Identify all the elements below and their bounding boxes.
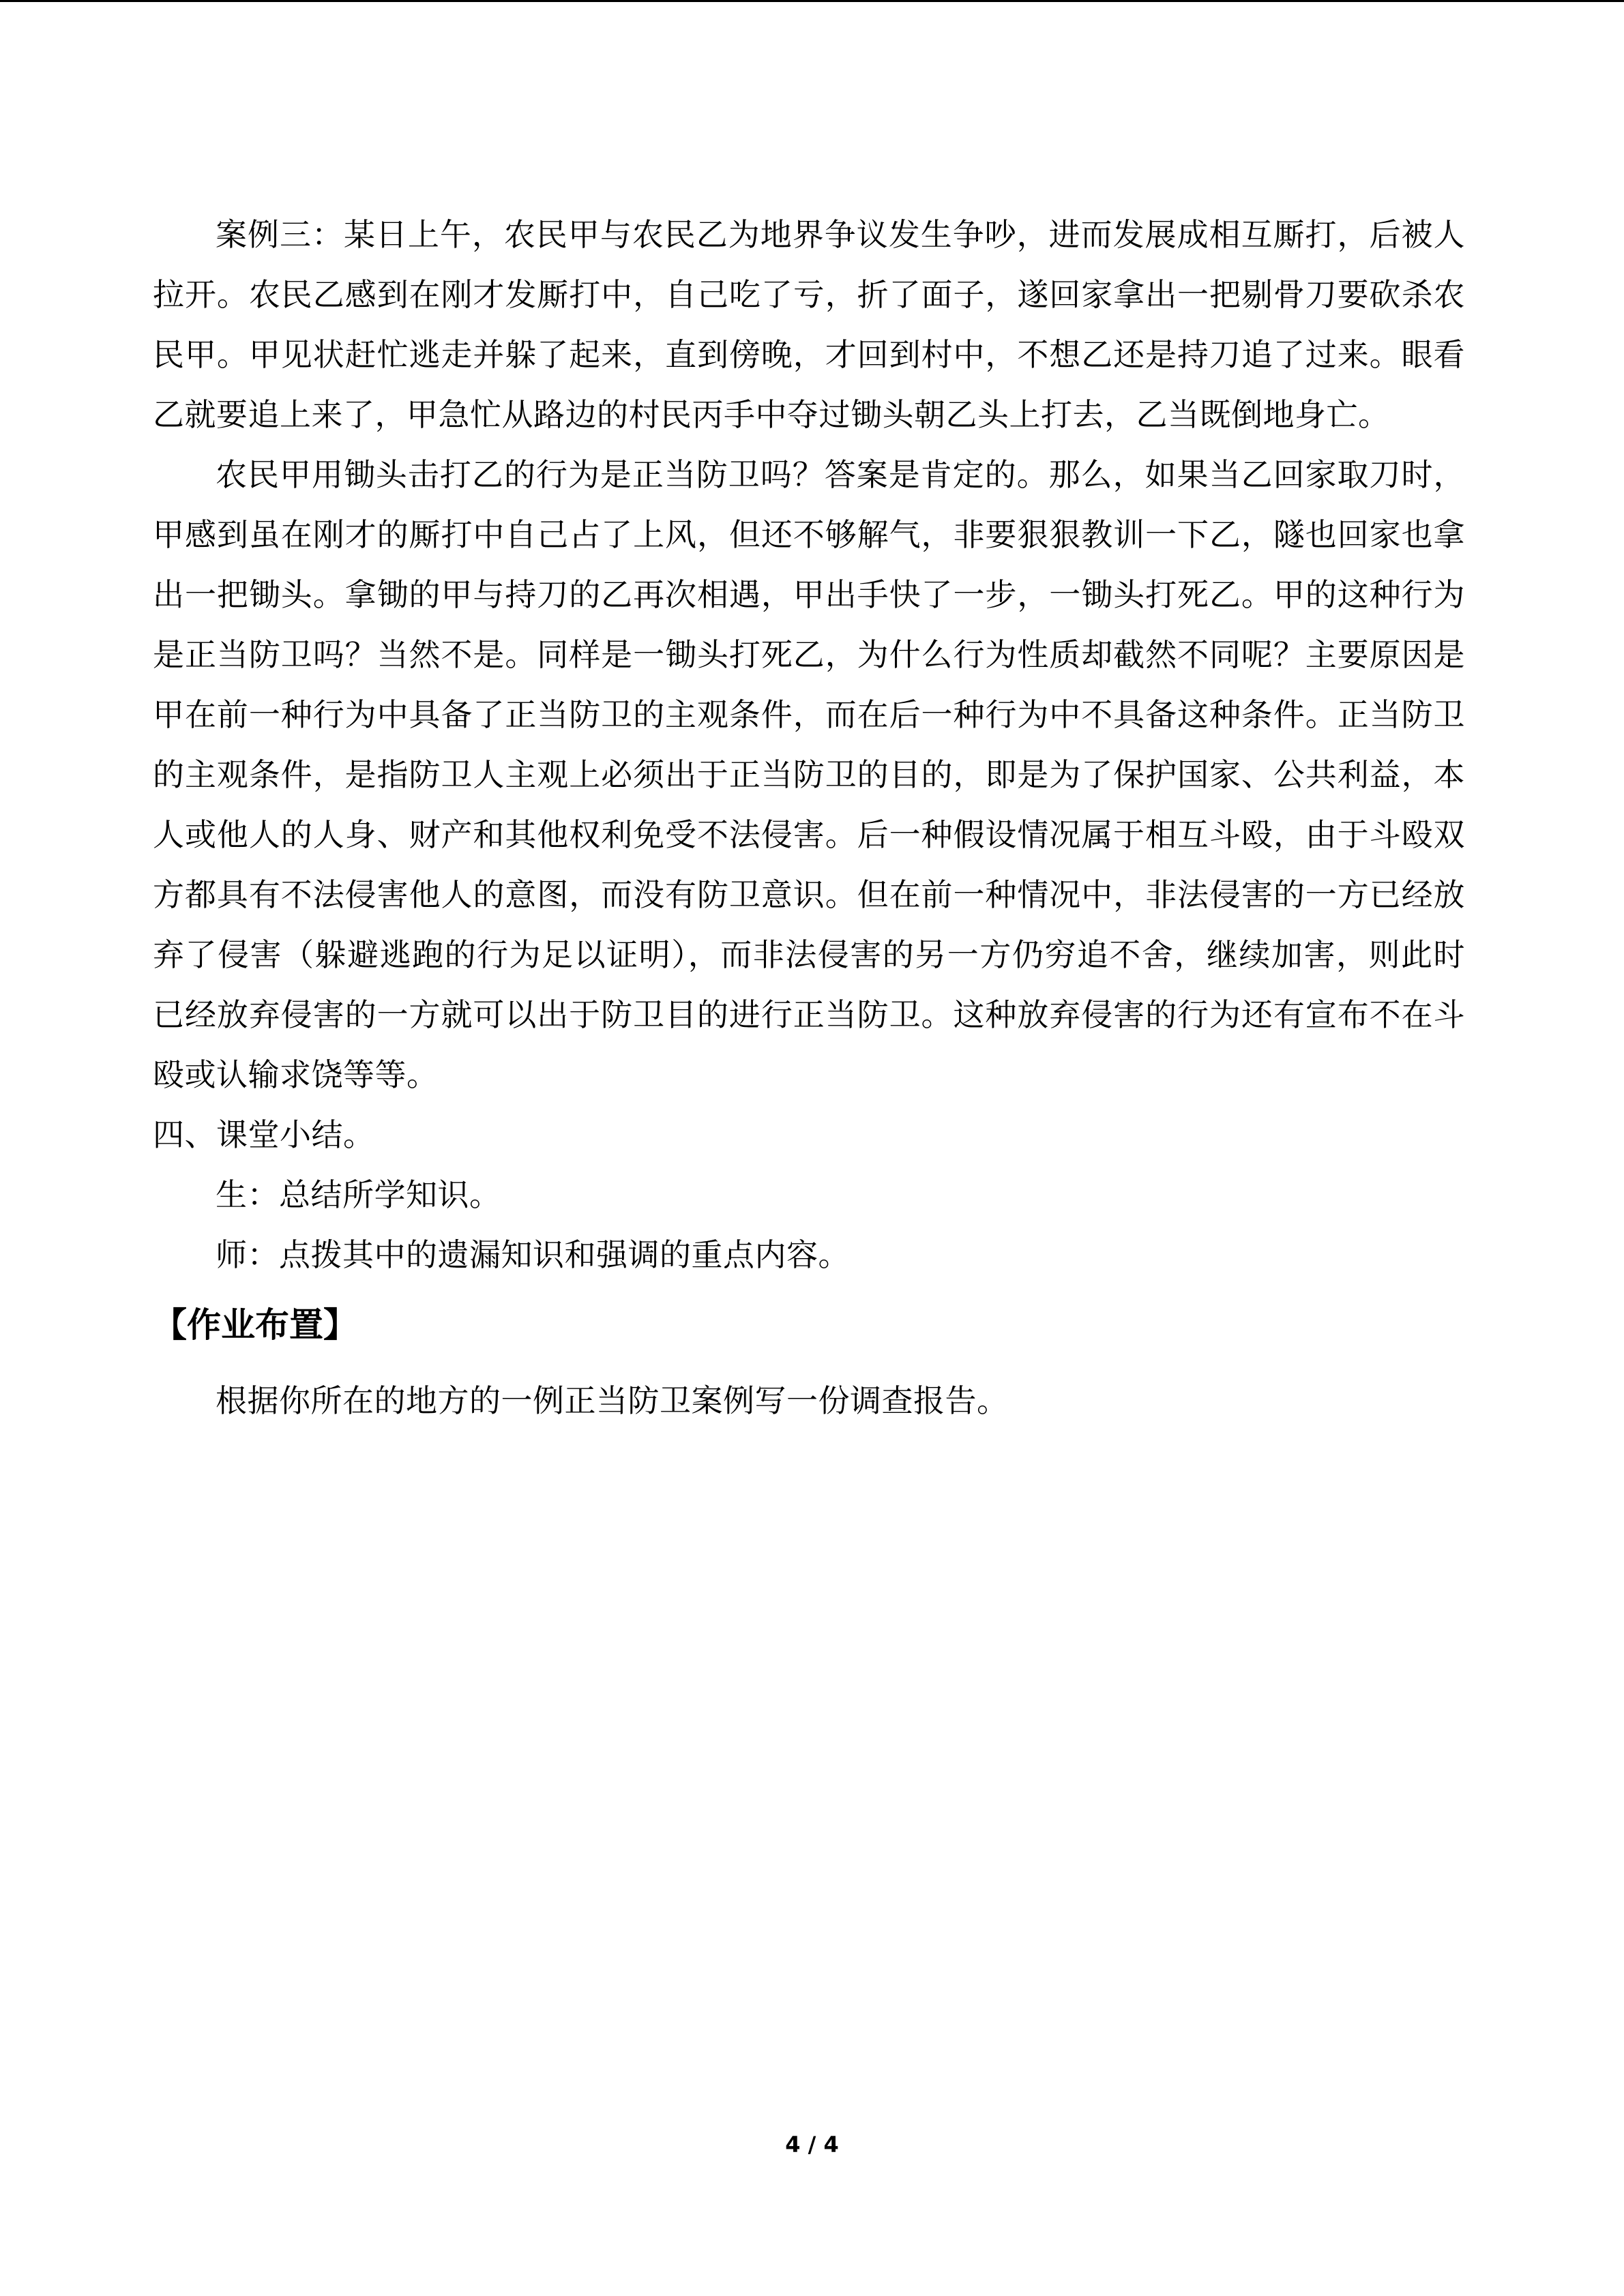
homework-text: 根据你所在的地方的一例正当防卫案例写一份调查报告。: [216, 1382, 1009, 1419]
homework-heading: 【作业布置】: [153, 1305, 357, 1345]
case-three-paragraph: 案例三：某日上午，农民甲与农民乙为地界争议发生争吵，进而发展成相互厮打，后被人拉开。农民乙感到在刚才发厮打中，自己吃了亏，折了面子，遂回家拿出一把剔骨刀要砍杀农民甲。甲见状赶忙逃走并躲了起来，直到傍晚，才回到村中，不想乙还是持刀追了过来。眼看乙就要追上来了，甲急忙从路边的村民丙手中夺过锄头朝乙头上打去，乙当既倒地身亡。: [153, 216, 1465, 433]
student-summary-line: 生：总结所学知识。: [216, 1176, 501, 1213]
document-body: [153, 205, 1465, 1431]
page-number: 4 / 4: [785, 2132, 839, 2158]
analysis-paragraph: 农民甲用锄头击打乙的行为是正当防卫吗？答案是肯定的。那么，如果当乙回家取刀时，甲感到虽在刚才的厮打中自己占了上风，但还不够解气，非要狠狠教训一下乙，隧也回家也拿出一把锄头。拿锄的甲与持刀的乙再次相遇，甲出手快了一步，一锄头打死乙。甲的这种行为是正当防卫吗？当然不是。同样是一锄头打死乙，为什么行为性质却截然不同呢？主要原因是甲在前一种行为中具备了正当防卫的主观条件，而在后一种行为中不具备这种条件。正当防卫的主观条件，是指防卫人主观上必须出于正当防卫的目的，即是为了保护国家、公共利益，本人或他人的人身、财产和其他权利免受不法侵害。后一种假设情况属于相互斗殴，由于斗殴双方都具有不法侵害他人的意图，而没有防卫意识。但在前一种情况中，非法侵害的一方已经放弃了侵害（躲避逃跑的行为足以证明），而非法侵害的另一方仍穷追不舍，继续加害，则此时已经放弃侵害的一方就可以出于防卫目的进行正当防卫。这种放弃侵害的行为还有宣布不在斗殴或认输求饶等等。: [153, 456, 1465, 1093]
page-top-border: [0, 0, 1624, 2]
summary-section-title: 四、课堂小结。: [153, 1116, 375, 1153]
teacher-summary-line: 师：点拨其中的遗漏知识和强调的重点内容。: [216, 1236, 850, 1273]
